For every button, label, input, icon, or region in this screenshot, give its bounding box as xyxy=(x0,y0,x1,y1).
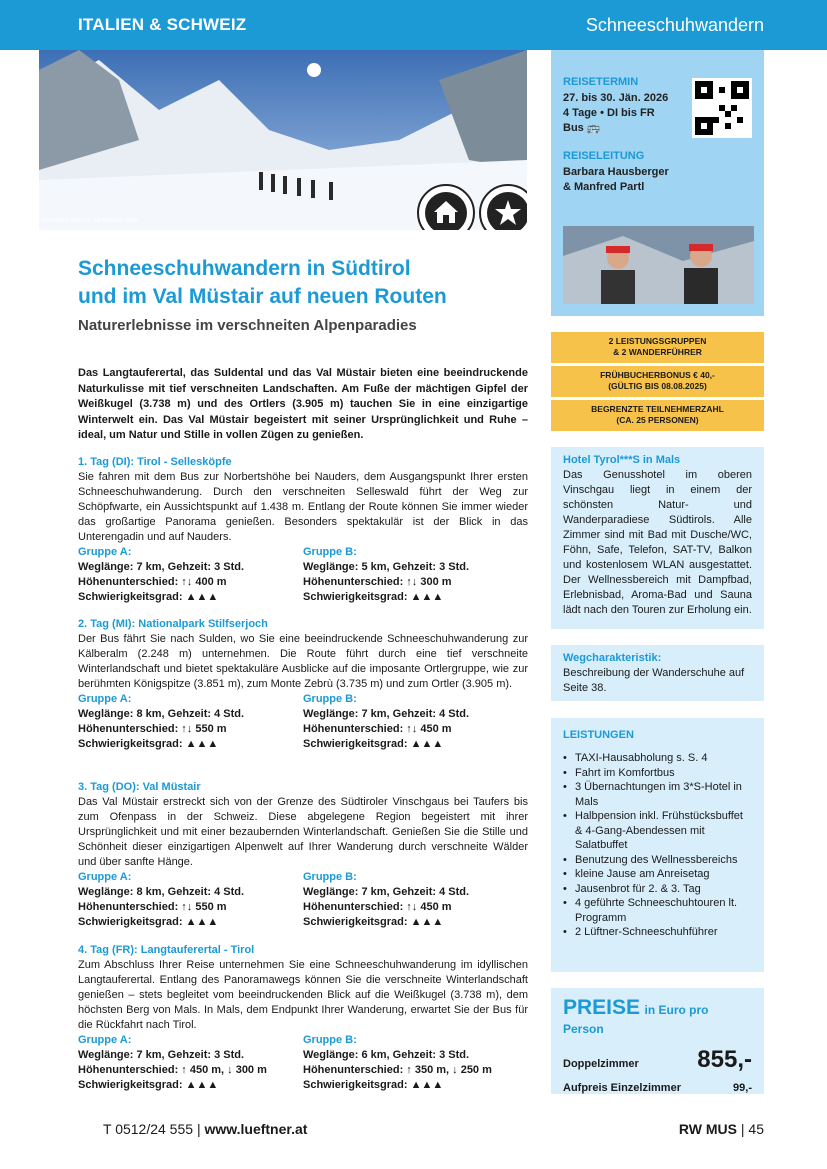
hero-photo xyxy=(39,50,527,230)
weg-text: Beschreibung der Wanderschuhe auf Seite 38. xyxy=(563,667,745,694)
leistungen-heading: LEISTUNGEN xyxy=(563,729,634,741)
difficulty-icons: ▲▲▲ xyxy=(410,916,444,928)
termin-duration: 4 Tage • DI bis FR xyxy=(563,107,655,119)
trip-info-panel xyxy=(551,50,764,316)
group-difficulty: Schwierigkeitsgrad: xyxy=(78,916,183,928)
website-link[interactable]: www.lueftner.at xyxy=(204,1121,308,1137)
note-groups xyxy=(551,332,764,363)
phone-number[interactable]: T 0512/24 555 xyxy=(103,1121,194,1137)
termin-date: 27. bis 30. Jän. 2026 xyxy=(563,92,669,104)
group-a-label: Gruppe A: xyxy=(78,546,132,558)
leitung-name-1: Barbara Hausberger xyxy=(563,166,669,178)
list-item: • Fahrt im Komfortbus xyxy=(563,766,752,781)
group-length: Weglänge: 7 km, Gehzeit: 4 Std. xyxy=(303,708,470,720)
note-earlybird xyxy=(551,366,764,397)
region-label: ITALIEN & SCHWEIZ xyxy=(78,15,247,34)
group-elevation: Höhenunterschied: ↑↓ 550 m xyxy=(78,901,227,913)
day-text: Sie fahren mit dem Bus zur Norbertshöhe bei Nauders, dem Ausgangspunkt Ihrer ersten Schneeschuhwanderung. Durch den verschneiten Selleswald führt der Weg zur Schöpfwarte, ein Aussichtspunkt auf 1.438 m. Entlang der Route können Sie immer wieder das großartige Panorama genießen. Besonders spektakulär ist der Blick in das Unterengadin und auf Nauders. xyxy=(78,471,528,543)
group-length: Weglänge: 7 km, Gehzeit: 4 Std. xyxy=(303,886,470,898)
note-line: (CA. 25 PERSONEN) xyxy=(616,415,699,425)
photo-credit: © Andrea Badrutt, Val Müstair, Chur xyxy=(43,218,139,224)
group-difficulty: Schwierigkeitsgrad: xyxy=(303,916,408,928)
list-item: • TAXI-Hausabholung s. S. 4 xyxy=(563,751,752,766)
difficulty-icons: ▲▲▲ xyxy=(410,591,444,603)
page-number: 45 xyxy=(748,1121,764,1137)
list-item: • Jausenbrot für 2. & 3. Tag xyxy=(563,882,752,897)
weg-heading: Wegcharakteristik: xyxy=(563,652,662,664)
footer-separator: | xyxy=(196,1121,201,1137)
title-line-1: Schneeschuhwandern in Südtirol xyxy=(78,257,411,280)
day-title: 1. Tag (DI): Tirol - Selleskӧpfe xyxy=(78,456,232,468)
category-label: Schneeschuhwandern xyxy=(585,15,764,35)
price-box xyxy=(551,988,764,1094)
note-line: FRÜHBUCHERBONUS € 40,- xyxy=(600,370,715,380)
guides-image xyxy=(563,226,754,304)
hotel-box xyxy=(551,447,764,629)
note-limited xyxy=(551,400,764,431)
footer-separator: | xyxy=(740,1121,745,1137)
single-supplement-price: 99,- xyxy=(733,1082,752,1094)
group-elevation: Höhenunterschied: ↑↓ 450 m xyxy=(303,723,452,735)
leitung-heading: REISELEITUNG xyxy=(563,150,645,162)
day-1 xyxy=(78,455,528,605)
group-length: Weglänge: 6 km, Gehzeit: 3 Std. xyxy=(303,1049,470,1061)
group-elevation: Höhenunterschied: ↑ 350 m, ↓ 250 m xyxy=(303,1064,492,1076)
difficulty-icons: ▲▲▲ xyxy=(185,916,219,928)
leistungen-list xyxy=(563,751,752,940)
group-b-label: Gruppe B: xyxy=(303,1034,357,1046)
group-difficulty: Schwierigkeitsgrad: xyxy=(303,738,408,750)
group-b-label: Gruppe B: xyxy=(303,871,357,883)
day-title: 3. Tag (DO): Val Müstair xyxy=(78,781,201,793)
group-b-label: Gruppe B: xyxy=(303,693,357,705)
guides-photo xyxy=(563,226,754,304)
group-length: Weglänge: 5 km, Gehzeit: 3 Std. xyxy=(303,561,470,573)
difficulty-icons: ▲▲▲ xyxy=(410,1079,444,1091)
single-supplement-label: Aufpreis Einzelzimmer xyxy=(563,1082,681,1094)
group-elevation: Höhenunterschied: ↑↓ 550 m xyxy=(78,723,227,735)
day-2 xyxy=(78,617,528,752)
group-b-label: Gruppe B: xyxy=(303,546,357,558)
title-line-2: und im Val Müstair auf neuen Routen xyxy=(78,285,447,308)
list-item: • kleine Jause am Anreisetag xyxy=(563,867,752,882)
group-length: Weglänge: 8 km, Gehzeit: 4 Std. xyxy=(78,708,245,720)
group-elevation: Höhenunterschied: ↑↓ 300 m xyxy=(303,576,452,588)
day-3 xyxy=(78,780,528,930)
top-banner xyxy=(0,0,827,50)
bus-icon: 🚌 xyxy=(586,122,601,134)
list-item: • Halbpension inkl. Frühstücksbuffet & 4-Gang-Abendessen mit Salatbuffet xyxy=(563,809,752,853)
footer-contact xyxy=(103,1121,307,1137)
note-line: (GÜLTIG BIS 08.08.2025) xyxy=(608,381,707,391)
subtitle: Naturerlebnisse im verschneiten Alpenparadies xyxy=(78,317,417,334)
qr-code-icon xyxy=(695,81,749,135)
double-room-label: Doppelzimmer xyxy=(563,1058,639,1070)
leitung-name-2: & Manfred Partl xyxy=(563,181,645,193)
group-elevation: Höhenunterschied: ↑↓ 450 m xyxy=(303,901,452,913)
difficulty-icons: ▲▲▲ xyxy=(185,591,219,603)
group-difficulty: Schwierigkeitsgrad: xyxy=(78,1079,183,1091)
list-item: • Benutzung des Wellnessbereichs xyxy=(563,853,752,868)
day-4 xyxy=(78,943,528,1093)
group-a-label: Gruppe A: xyxy=(78,1034,132,1046)
price-subheading: in Euro pro Person xyxy=(563,1003,709,1036)
termin-transport: Bus xyxy=(563,122,584,134)
group-length: Weglänge: 8 km, Gehzeit: 4 Std. xyxy=(78,886,245,898)
group-difficulty: Schwierigkeitsgrad: xyxy=(78,738,183,750)
leistungen-box xyxy=(551,718,764,972)
qr-code[interactable] xyxy=(692,78,752,138)
group-difficulty: Schwierigkeitsgrad: xyxy=(303,591,408,603)
footer-page xyxy=(679,1121,764,1137)
list-item: • 2 Lüftner-Schneeschuhführer xyxy=(563,925,752,940)
difficulty-icons: ▲▲▲ xyxy=(410,738,444,750)
double-room-price: 855,- xyxy=(697,1046,752,1073)
group-difficulty: Schwierigkeitsgrad: xyxy=(78,591,183,603)
house-icon xyxy=(425,192,467,230)
group-elevation: Höhenunterschied: ↑ 450 m, ↓ 300 m xyxy=(78,1064,267,1076)
group-length: Weglänge: 7 km, Gehzeit: 3 Std. xyxy=(78,561,245,573)
day-title: 2. Tag (MI): Nationalpark Stilfserjoch xyxy=(78,618,268,630)
day-text: Das Val Müstair erstreckt sich von der Grenze des Südtiroler Vinschgaus bei Taufers bis zum Ofenpass in der Schweiz. Diese abgelegene Region begeistert mit ihrer Ursprünglichkeit und mit einer bezaubernden Winterlandschaft. Genießen Sie die Stille und Schönheit dieser einzigartigen Alpenwelt auf Ihrer Wanderung durch verschneite Wälder und über sanfte Hänge. xyxy=(78,796,528,868)
note-line: 2 LEISTUNGSGRUPPEN xyxy=(608,336,707,346)
group-difficulty: Schwierigkeitsgrad: xyxy=(303,1079,408,1091)
hotel-text: Das Genusshotel im oberen Vinschgau liegt in einem der schönsten Natur- und Wanderparadiese Südtirols. Alle Zimmer sind mit Bad mit Dusche/WC, Föhn, Safe, Telefon, SAT-TV, Balkon und kostenlosem WLAN ausgestattet. Der Wellnessbereich mit Dampfbad, Erlebnisbad, Aroma-Bad und Sauna lädt nach den Touren zur Erholung ein. xyxy=(563,469,752,616)
group-a-label: Gruppe A: xyxy=(78,871,132,883)
list-item: • 3 Übernachtungen im 3*S-Hotel in Mals xyxy=(563,780,752,809)
intro-text: Das Langtauferertal, das Suldental und das Val Müstair bieten eine beeindruckende Naturkulisse mit tief verschneiten Landschaften. Am Fuße der mächtigen Gipfel der Weißkugel (3.738 m) und des Ortlers (3.905 m) tauchen Sie in eine einzigartige Winterwelt ein. Das Val Müstair begeistert mit seiner Ursprünglichkeit und Ruhe – ideal, um Natur und Stille in vollen Zügen zu genießen. xyxy=(78,367,528,441)
weg-box xyxy=(551,645,764,701)
difficulty-icons: ▲▲▲ xyxy=(185,1079,219,1091)
hotel-heading: Hotel Tyrol***S in Mals xyxy=(563,454,681,466)
day-title: 4. Tag (FR): Langtauferertal - Tirol xyxy=(78,944,255,956)
group-elevation: Höhenunterschied: ↑↓ 400 m xyxy=(78,576,227,588)
day-text: Zum Abschluss Ihrer Reise unternehmen Sie eine Schneeschuhwanderung im idyllischen Langtauferertal. Entlang des Panoramawegs können Sie die verschneite Winterlandschaft genießen – stets begleitet vom beeindruckenden Blick auf die Weißkugel (3.738 m), dem höchsten Berg von Mals. In Mals, dem Endpunkt Ihrer Wanderung, erwartet Sie der Bus für die Rückfahrt nach Tirol. xyxy=(78,959,528,1031)
catalog-code: RW MUS xyxy=(678,1121,737,1137)
star-icon xyxy=(487,192,527,230)
difficulty-icons: ▲▲▲ xyxy=(185,738,219,750)
list-item: • 4 geführte Schneeschuhtouren lt. Programm xyxy=(563,896,752,925)
price-heading: PREISE xyxy=(563,996,641,1019)
page-title xyxy=(78,255,538,311)
group-a-label: Gruppe A: xyxy=(78,693,132,705)
group-length: Weglänge: 7 km, Gehzeit: 3 Std. xyxy=(78,1049,245,1061)
note-line: & 2 WANDERFÜHRER xyxy=(613,347,702,357)
day-text: Der Bus fährt Sie nach Sulden, wo Sie eine beeindruckende Schneeschuhwanderung zur Kälberalm (2.248 m) unternehmen. Die Route führt durch eine tief verschneite Winterlandschaft und bietet spektakuläre Ausblicke auf die imposante Ortlergruppe, wie zur berühmten Königspitze (3.851 m), zum Monte Zebrù (3.735 m) und zum Ortler (3.905 m). xyxy=(78,633,528,690)
note-line: BEGRENZTE TEILNEHMERZAHL xyxy=(591,404,724,414)
termin-heading: REISETERMIN xyxy=(563,76,639,88)
